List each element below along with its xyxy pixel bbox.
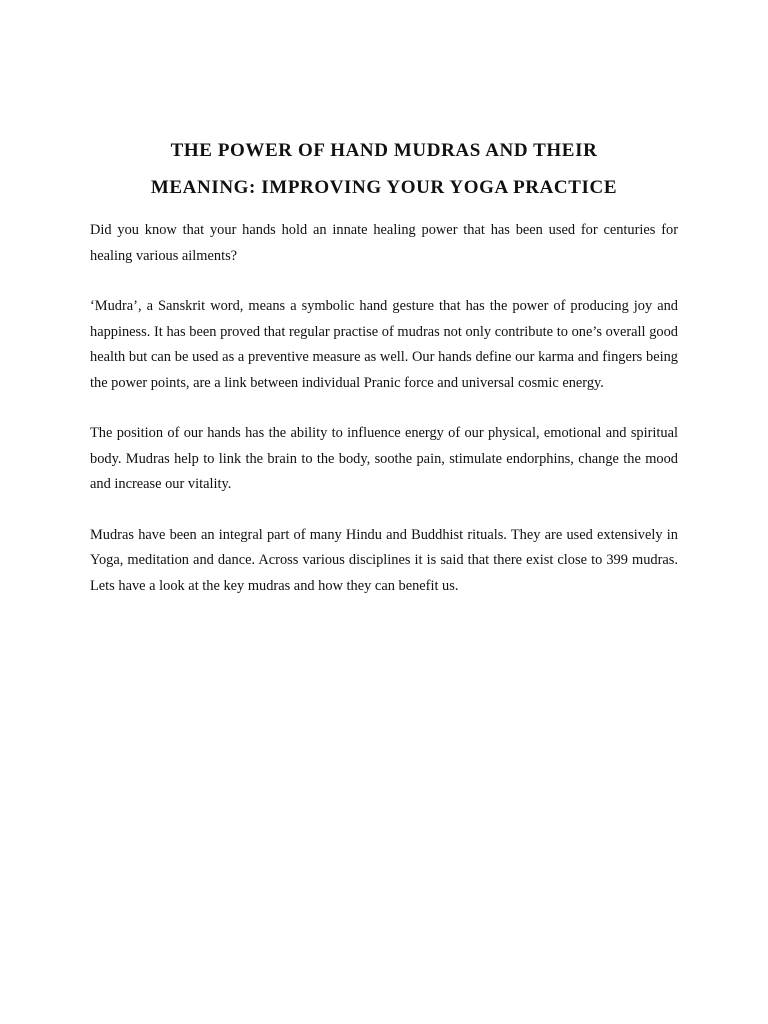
paragraph-rituals: Mudras have been an integral part of many Hindu and Buddhist rituals. They are used extensively in Yoga, meditation and dance. Across various disciplines it is said that there exist close to 399 mudras. Lets have a look at the key mudras and how they can benefit us. [90,526,678,594]
paragraph-mudra-definition: ‘Mudra’, a Sanskrit word, means a symbolic hand gesture that has the power of producing joy and happiness. It has been proved that regular practise of mudras not only contribute to one’s overall good health but can be used as a preventive measure as well. Our hands define our karma and fingers being the power points, are a link between individual Pranic force and universal cosmic energy. [90,298,678,391]
document-body [90,218,678,624]
title-line-1: THE POWER OF HAND MUDRAS AND THEIR [170,140,598,161]
document-title [90,132,678,206]
title-line-2: MEANING: IMPROVING YOUR YOGA PRACTICE [150,177,618,198]
paragraph-intro: Did you know that your hands hold an innate healing power that has been used for centuries for healing various ailments? [90,222,678,264]
paragraph-hand-position: The position of our hands has the ability to influence energy of our physical, emotional and spiritual body. Mudras help to link the brain to the body, soothe pain, stimulate endorphins, change the mood and increase our vitality. [90,425,678,492]
